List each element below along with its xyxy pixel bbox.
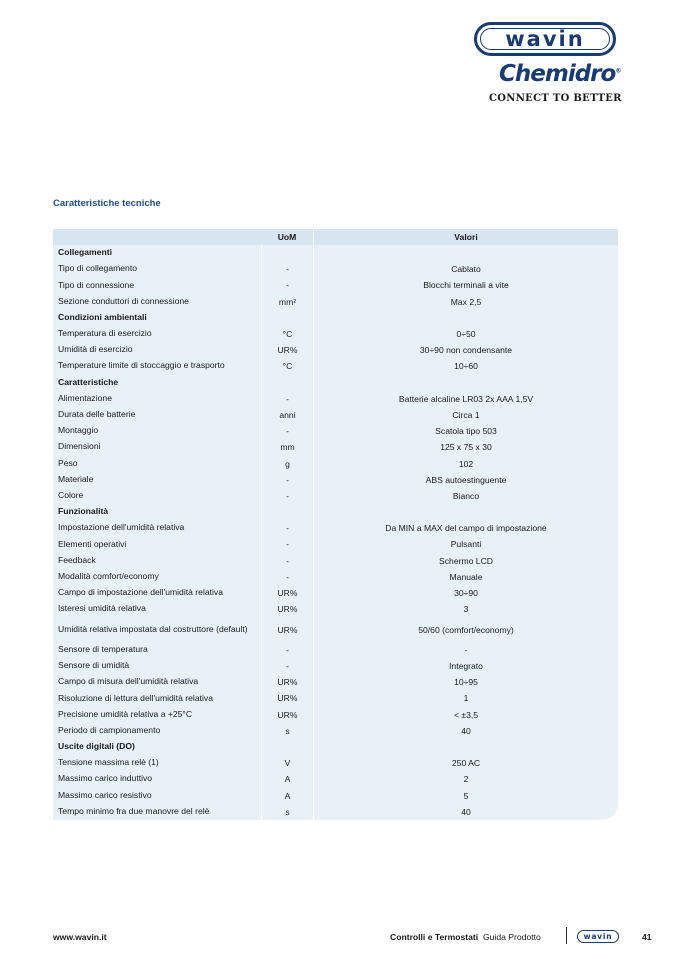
value-cell: - [464,644,468,655]
table-row [53,277,618,293]
parameter-label: Precisione umidità relativa a +25°C [58,708,193,719]
value-cell: 10÷95 [454,677,478,688]
uom-cell: - [261,423,314,439]
table-row [53,804,618,820]
value-cell: 2 [463,774,469,785]
parameter-label: Risoluzione di lettura dell'umidità relativa [58,692,213,703]
group-label: Funzionalità [58,506,109,517]
page-number: 41 [642,932,652,942]
table-row [53,658,618,674]
spec-table [53,229,618,820]
uom-cell: UR% [261,617,314,642]
table-header-row [53,229,618,245]
uom-cell: - [261,391,314,407]
footer-wavin-logo: wavin [577,930,619,943]
parameter-label: Periodo di campionamento [58,724,161,735]
parameter-label: Massimo carico resistivo [58,789,152,800]
uom-cell [261,310,314,326]
value-cell: Bianco [452,490,480,501]
table-row [53,520,618,536]
table-row [53,261,618,277]
footer-doc-name: Controlli e Termostati [390,932,479,942]
uom-cell: UR% [261,674,314,690]
table-row [53,342,618,358]
wavin-logo-text: wavin [505,26,585,51]
uom-cell: - [261,488,314,504]
parameter-label: Modalità comfort/economy [58,570,159,581]
value-cell: 250 AC [451,758,481,769]
uom-cell: - [261,277,314,293]
value-cell: Blocchi terminali a vite [423,280,509,291]
table-row [53,294,618,310]
parameter-label: Massimo carico induttivo [58,773,153,784]
brand-tagline: CONNECT TO BETTER [489,93,622,104]
table-row [53,553,618,569]
uom-cell: V [261,755,314,771]
section-title: Caratteristiche tecniche [53,198,161,209]
uom-cell [261,375,314,391]
table-row [53,391,618,407]
parameter-label: Alimentazione [58,392,112,403]
table-row [53,455,618,471]
value-cell: Scatola tipo 503 [435,426,497,437]
table-group-row [53,310,618,326]
value-cell: 40 [461,806,471,817]
parameter-label: Umidità relativa impostata dal costruttore (default) [58,623,248,634]
table-row [53,642,618,658]
value-cell: 1 [463,693,469,704]
value-cell: 102 [458,458,474,469]
table-row [53,690,618,706]
value-cell: Circa 1 [452,409,480,420]
uom-cell [261,739,314,755]
uom-cell: A [261,788,314,804]
parameter-label: Durata delle batterie [58,409,136,420]
uom-cell: °C [261,358,314,374]
parameter-label: Elementi operativi [58,538,127,549]
value-cell: 30÷90 non condensante [419,345,513,356]
value-cell: ABS autoestinguente [425,474,507,485]
table-row [53,358,618,374]
footer-doc-subtitle: Guida Prodotto [482,932,541,942]
table-row [53,707,618,723]
table-row [53,601,618,617]
uom-cell: s [261,804,314,820]
uom-cell: - [261,472,314,488]
value-cell: 5 [463,790,469,801]
value-cell: Manuale [449,571,483,582]
uom-cell: - [261,261,314,277]
uom-cell: - [261,569,314,585]
table-group-row [53,504,618,520]
value-cell: 125 x 75 x 30 [440,442,492,453]
uom-cell: mm² [261,294,314,310]
chemidro-logo [499,63,620,86]
footer-divider [566,927,567,944]
value-cell: 40 [461,725,471,736]
uom-cell: g [261,455,314,471]
group-label: Condizioni ambientali [58,311,147,322]
parameter-label: Montaggio [58,425,99,436]
value-cell: Schermo LCD [439,555,493,566]
parameter-label: Impostazione dell'umidità relativa [58,522,185,533]
registered-mark: ® [615,67,621,75]
table-row [53,585,618,601]
table-row [53,788,618,804]
uom-cell [261,245,314,261]
header-values: Valori [454,232,478,242]
parameter-label: Umidità di esercizio [58,344,133,355]
group-label: Caratteristiche [58,376,119,387]
footer-website: www.wavin.it [53,932,107,942]
table-group-row [53,245,618,261]
table-row [53,326,618,342]
table-group-row [53,739,618,755]
group-label: Collegamenti [58,247,112,258]
value-cell: Da MIN a MAX del campo di impostazione [385,523,547,534]
parameter-label: Dimensioni [58,441,101,452]
footer-doc-title [390,932,541,942]
uom-cell: - [261,553,314,569]
table-row [53,488,618,504]
parameter-label: Sensore di temperatura [58,643,148,654]
table-row [53,423,618,439]
chemidro-logo-text: Chemidro [499,61,616,87]
parameter-label: Temperature limite di stoccaggio e trasporto [58,360,225,371]
table-row [53,536,618,552]
uom-cell: - [261,536,314,552]
value-cell: 30÷90 [454,588,478,599]
table-row [53,755,618,771]
table-row [53,674,618,690]
parameter-label: Temperatura di esercizio [58,328,152,339]
uom-cell: °C [261,326,314,342]
parameter-label: Sensore di umidità [58,660,130,671]
value-cell: Batterie alcaline LR03 2x AAA 1,5V [398,393,534,404]
uom-cell: - [261,658,314,674]
parameter-label: Isteresi umidità relativa [58,603,146,614]
uom-cell [261,504,314,520]
uom-cell: A [261,771,314,787]
table-row [53,472,618,488]
parameter-label: Tempo minimo fra due manovre del relè [58,805,210,816]
parameter-label: Sezione conduttori di connessione [58,295,189,306]
uom-cell: UR% [261,707,314,723]
table-row [53,617,618,642]
parameter-label: Campo di impostazione dell'umidità relativa [58,587,224,598]
parameter-label: Tipo di connessione [58,279,135,290]
uom-cell: UR% [261,601,314,617]
table-row [53,569,618,585]
group-label: Uscite digitali (DO) [58,741,135,752]
table-row [53,407,618,423]
value-cell: 0÷50 [456,329,476,340]
value-cell: Integrato [449,661,483,672]
value-cell: Max 2,5 [450,296,482,307]
parameter-label: Colore [58,489,84,500]
value-cell: Pulsanti [450,539,482,550]
uom-cell: - [261,642,314,658]
parameter-label: Tipo di collegamento [58,263,137,274]
header-uom: UoM [261,229,314,245]
uom-cell: UR% [261,585,314,601]
uom-cell: UR% [261,690,314,706]
parameter-label: Peso [58,457,78,468]
value-cell: Cablato [451,264,481,275]
uom-cell: - [261,520,314,536]
table-row [53,723,618,739]
uom-cell: s [261,723,314,739]
parameter-label: Tensione massima relè (1) [58,757,159,768]
uom-cell: UR% [261,342,314,358]
table-row [53,771,618,787]
value-cell: < ±3,5 [453,709,479,720]
value-cell: 10÷60 [454,361,478,372]
uom-cell: mm [261,439,314,455]
parameter-label: Feedback [58,554,96,565]
table-row [53,439,618,455]
uom-cell: anni [261,407,314,423]
parameter-label: Campo di misura dell'umidità relativa [58,676,199,687]
parameter-label: Materiale [58,473,94,484]
value-cell: 3 [463,604,469,615]
table-group-row [53,375,618,391]
value-cell: 50/60 (comfort/economy) [418,624,514,635]
wavin-logo [474,22,616,56]
